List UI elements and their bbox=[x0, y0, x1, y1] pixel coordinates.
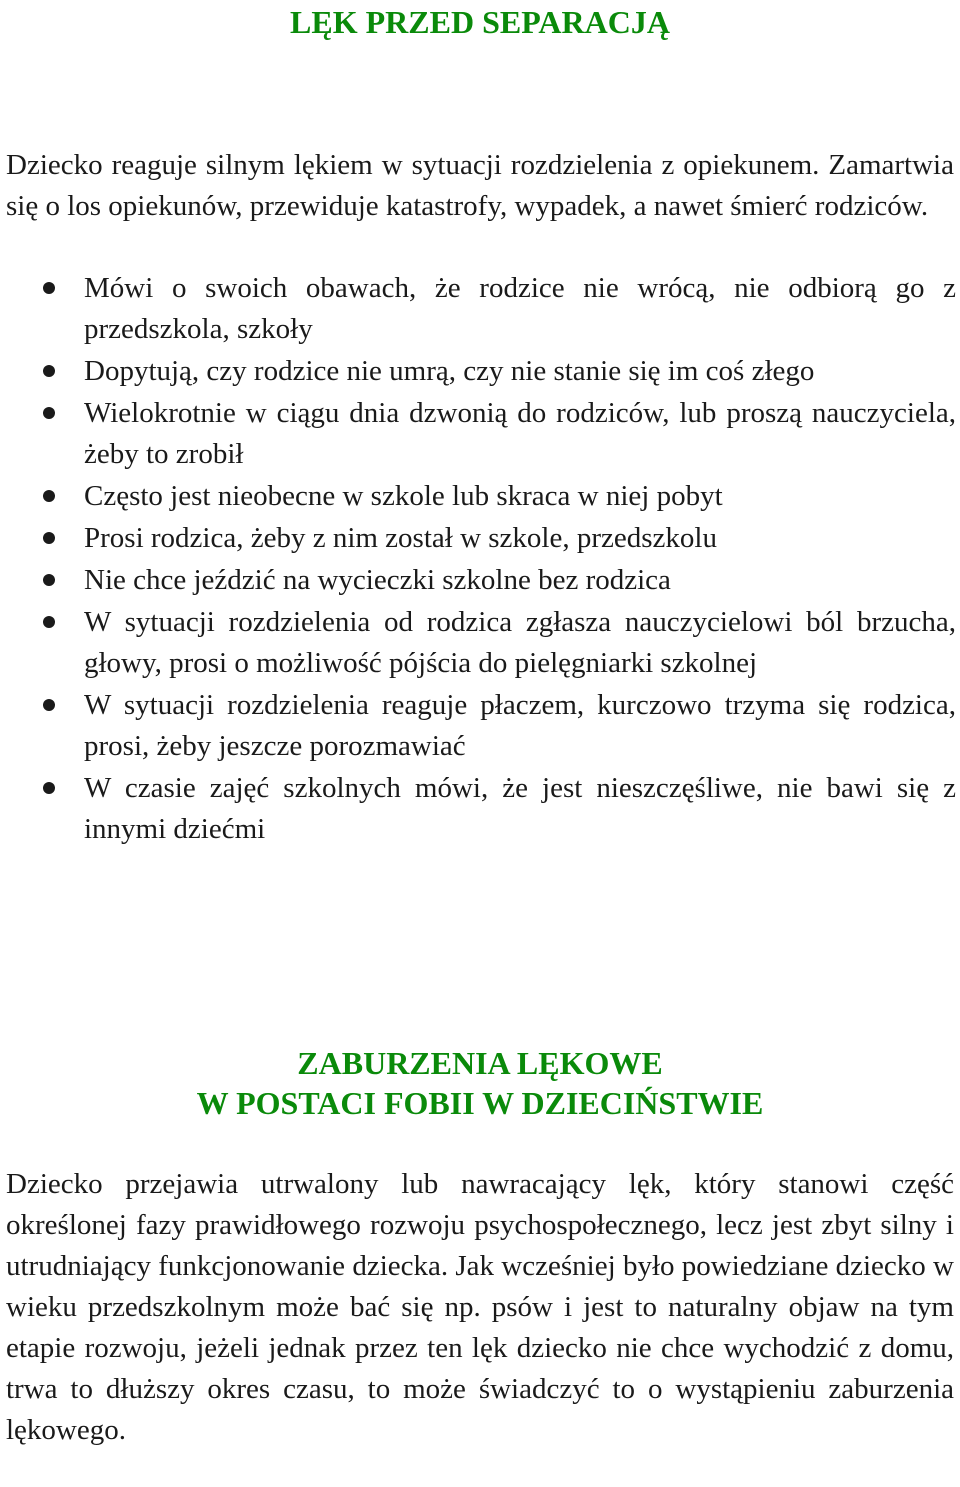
section2-title bbox=[0, 1043, 960, 1123]
section1-title: LĘK PRZED SEPARACJĄ bbox=[290, 4, 670, 40]
section2-title-line2: W POSTACI FOBII W DZIECIŃSTWIE bbox=[196, 1085, 764, 1121]
list-item-text: Wielokrotnie w ciągu dnia dzwonią do rodziców, lub proszą nauczyciela, żeby to zrobił bbox=[84, 397, 956, 470]
list-item-text: W sytuacji rozdzielenia reaguje płaczem, kurczowo trzyma się rodzica, prosi, żeby jeszcze porozmawiać bbox=[84, 689, 956, 762]
list-item bbox=[0, 268, 960, 350]
list-item-text: Nie chce jeździć na wycieczki szkolne bez rodzica bbox=[84, 564, 671, 596]
bullet-icon bbox=[43, 282, 55, 294]
bullet-icon bbox=[43, 490, 55, 502]
bullet-icon bbox=[43, 407, 55, 419]
list-item bbox=[0, 768, 960, 850]
list-item bbox=[0, 393, 960, 475]
list-item-text: Mówi o swoich obawach, że rodzice nie wrócą, nie odbiorą go z przedszkola, szkoły bbox=[84, 272, 956, 345]
list-item bbox=[0, 518, 960, 559]
bullet-icon bbox=[43, 699, 55, 711]
bullet-icon bbox=[43, 782, 55, 794]
list-item bbox=[0, 351, 960, 392]
list-item bbox=[0, 685, 960, 767]
list-item-text: W czasie zajęć szkolnych mówi, że jest nieszczęśliwe, nie bawi się z innymi dziećmi bbox=[84, 772, 956, 845]
list-item bbox=[0, 560, 960, 601]
list-item bbox=[0, 602, 960, 684]
list-item-text: Dopytują, czy rodzice nie umrą, czy nie stanie się im coś złego bbox=[84, 355, 815, 387]
bullet-icon bbox=[43, 532, 55, 544]
bullet-icon bbox=[43, 616, 55, 628]
section2-title-line1: ZABURZENIA LĘKOWE bbox=[297, 1045, 663, 1081]
list-item-text: W sytuacji rozdzielenia od rodzica zgłasza nauczycielowi ból brzucha, głowy, prosi o możliwość pójścia do pielęgniarki szkolnej bbox=[84, 606, 956, 679]
section1-intro: Dziecko reaguje silnym lękiem w sytuacji rozdzielenia z opiekunem. Zamartwia się o los opiekunów, przewiduje katastrofy, wypadek, a nawet śmierć rodziców. bbox=[6, 149, 954, 222]
symptom-list bbox=[0, 268, 960, 851]
bullet-icon bbox=[43, 365, 55, 377]
list-item-text: Prosi rodzica, żeby z nim został w szkole, przedszkolu bbox=[84, 522, 717, 554]
list-item bbox=[0, 476, 960, 517]
section2-body: Dziecko przejawia utrwalony lub nawracający lęk, który stanowi część określonej fazy prawidłowego rozwoju psychospołecznego, lecz jest zbyt silny i utrudniający funkcjonowanie dziecka. Jak wcześniej było powiedziane dziecko w wieku przedszkolnym może bać się np. psów i jest to naturalny objaw na tym etapie rozwoju, jeżeli jednak przez ten lęk dziecko nie chce wychodzić z domu, trwa to dłuższy okres czasu, to może świadczyć to o wystąpieniu zaburzenia lękowego. bbox=[6, 1168, 954, 1446]
bullet-icon bbox=[43, 574, 55, 586]
list-item-text: Często jest nieobecne w szkole lub skraca w niej pobyt bbox=[84, 480, 723, 512]
